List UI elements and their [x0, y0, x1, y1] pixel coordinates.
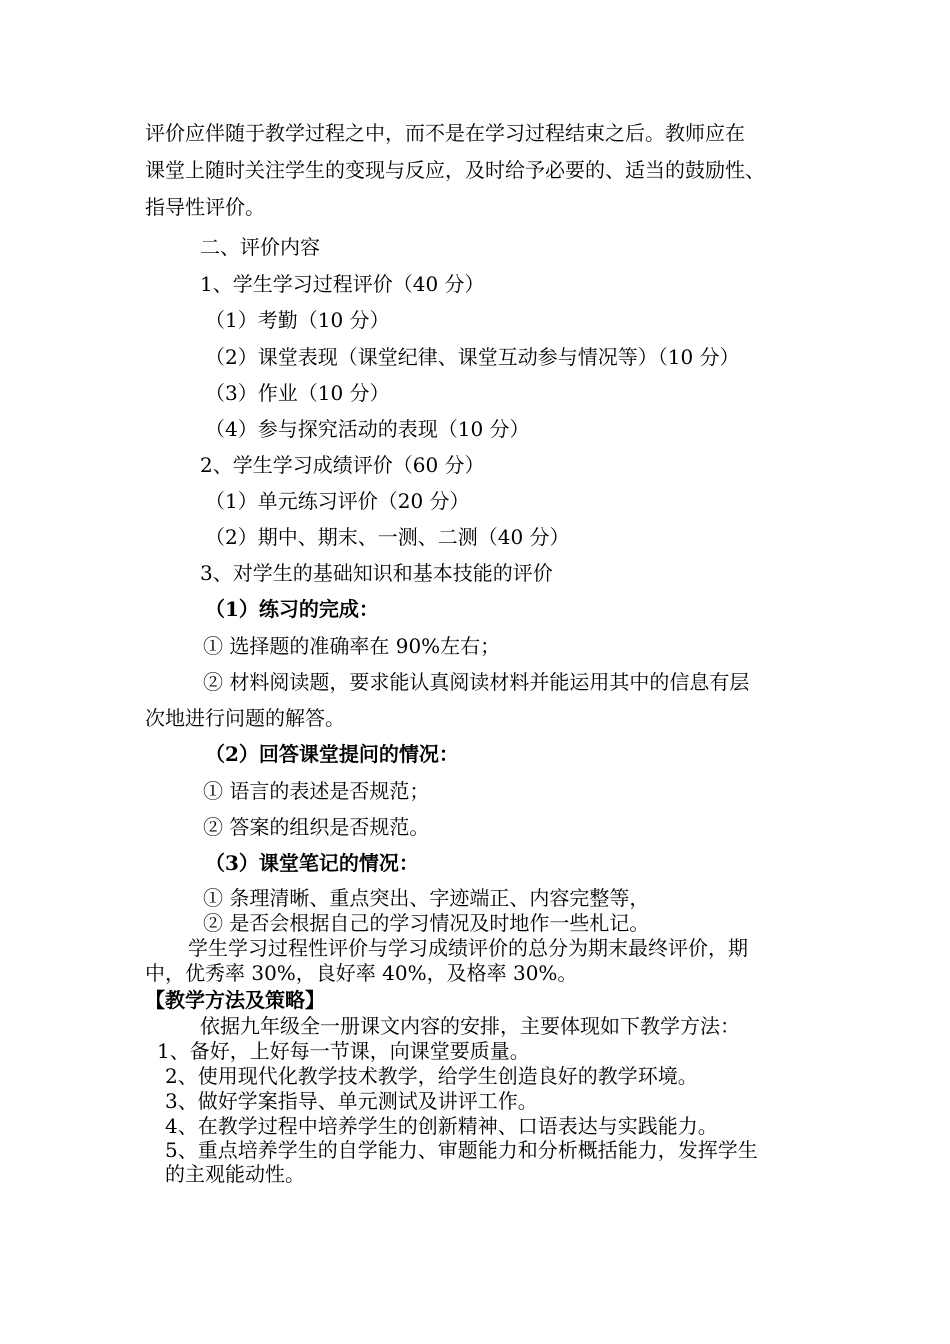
paragraph-line: 中，优秀率 30%，良好率 40%，及格率 30%。 [145, 961, 578, 985]
list-item: ① 条理清晰、重点突出、字迹端正、内容完整等， [203, 886, 650, 910]
criteria-heading: （2）回答课堂提问的情况： [205, 742, 459, 766]
list-item: 4、在教学过程中培养学生的创新精神、口语表达与实践能力。 [165, 1114, 718, 1138]
section-heading: 二、评价内容 [200, 235, 320, 259]
list-item: 1、备好，上好每一节课，向课堂要质量。 [157, 1039, 530, 1063]
list-item: （4）参与探究活动的表现（10 分） [205, 417, 530, 441]
list-item: （3）作业（10 分） [205, 381, 390, 405]
list-item: （2）课堂表现（课堂纪律、课堂互动参与情况等）（10 分） [205, 345, 740, 369]
list-item: ② 材料阅读题，要求能认真阅读材料并能运用其中的信息有层 [203, 670, 750, 694]
list-item: ② 是否会根据自己的学习情况及时地作一些札记。 [203, 911, 650, 935]
paragraph-line: 次地进行问题的解答。 [145, 706, 345, 730]
criteria-heading: （1）练习的完成： [205, 597, 379, 621]
paragraph-line: 学生学习过程性评价与学习成绩评价的总分为期末最终评价，期 [188, 936, 748, 960]
paragraph-line: 依据九年级全一册课文内容的安排，主要体现如下教学方法： [200, 1014, 740, 1038]
subsection-heading: 1、学生学习过程评价（40 分） [200, 272, 485, 296]
list-item: 5、重点培养学生的自学能力、审题能力和分析概括能力，发挥学生 [165, 1138, 758, 1162]
subsection-heading: 3、对学生的基础知识和基本技能的评价 [200, 561, 553, 585]
list-item: ① 选择题的准确率在 90%左右； [203, 634, 501, 658]
list-item: 3、做好学案指导、单元测试及讲评工作。 [165, 1089, 538, 1113]
list-item: 2、使用现代化教学技术教学，给学生创造良好的教学环境。 [165, 1064, 698, 1088]
paragraph-line: 评价应伴随于教学过程之中，而不是在学习过程结束之后。教师应在 [145, 121, 745, 145]
subsection-heading: 2、学生学习成绩评价（60 分） [200, 453, 485, 477]
paragraph-line: 指导性评价。 [145, 195, 265, 219]
list-item: （1）考勤（10 分） [205, 308, 390, 332]
criteria-heading: （3）课堂笔记的情况： [205, 851, 419, 875]
list-item: （2）期中、期末、一测、二测（40 分） [205, 525, 570, 549]
list-item: （1）单元练习评价（20 分） [205, 489, 470, 513]
paragraph-line: 课堂上随时关注学生的变现与反应，及时给予必要的、适当的鼓励性、 [145, 158, 765, 182]
list-item: ① 语言的表述是否规范； [203, 779, 430, 803]
list-item: ② 答案的组织是否规范。 [203, 815, 430, 839]
paragraph-line: 的主观能动性。 [165, 1162, 305, 1186]
section-heading-bracketed: 【教学方法及策略】 [145, 988, 325, 1012]
